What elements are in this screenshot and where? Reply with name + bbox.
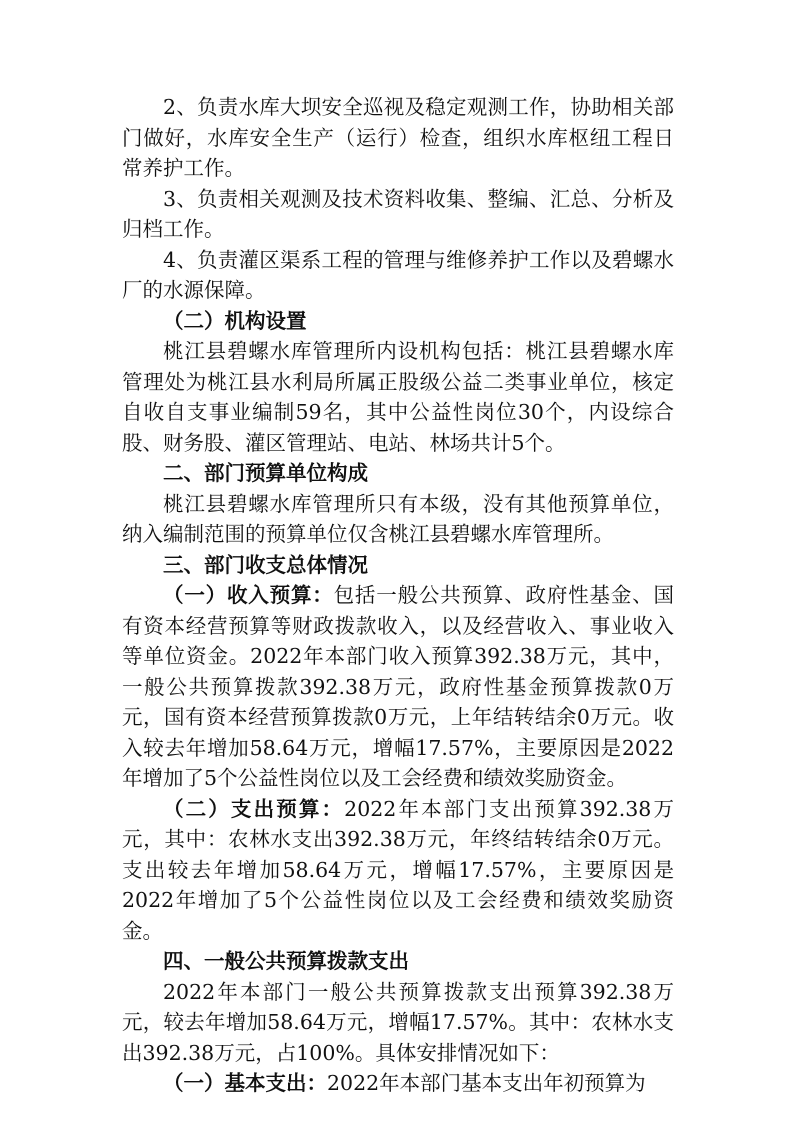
- income-text: 包括一般公共预算、政府性基金、国有资本经营预算等财政拨款收入，以及经营收入、事业收入等单位资金。2022年本部门收入预算392.38万元，其中，一般公共预算拨款392.38万元，政府性基金预算拨款0万元，国有资本经营预算拨款0万元，上年结转结余0万元。收入较去年增加58.64万元，增幅17.57%，主要原因是2022年增加了5个公益性岗位以及工会经费和绩效奖励资金。: [122, 583, 674, 790]
- income-paragraph: [122, 580, 674, 794]
- section3-heading: 三、部门收支总体情况: [163, 552, 368, 577]
- section4-text: 2022年本部门一般公共预算拨款支出预算392.38万元，较去年增加58.64万元，增幅17.57%。其中：农林水支出392.38万元，占100%。具体安排情况如下：: [122, 979, 674, 1065]
- section2-heading: 二、部门预算单位构成: [163, 461, 368, 485]
- duty-item-2: 2、负责水库大坝安全巡视及稳定观测工作，协助相关部门做好，水库安全生产（运行）检查，组织水库枢纽工程日常养护工作。: [122, 95, 674, 180]
- section4-heading: 四、一般公共预算拨款支出: [163, 949, 409, 973]
- expense-lead: （二）支出预算：: [163, 796, 345, 821]
- document-page: [122, 92, 674, 1099]
- expense-paragraph: [122, 794, 674, 947]
- duty-item-3: 3、负责相关观测及技术资料收集、整编、汇总、分析及归档工作。: [122, 186, 674, 241]
- basic-paragraph: [122, 1068, 674, 1099]
- section2-text: 桃江县碧螺水库管理所只有本级，没有其他预算单位，纳入编制范围的预算单位仅含桃江县碧螺水库管理所。: [122, 491, 674, 546]
- org-text: 桃江县碧螺水库管理所内设机构包括：桃江县碧螺水库管理处为桃江县水利局所属正股级公益二类事业单位，核定自收自支事业编制59名，其中公益性岗位30个，内设综合股、财务股、灌区管理站、电站、林场共计5个。: [122, 339, 674, 455]
- basic-text: 2022年本部门基本支出年初预算为: [327, 1071, 646, 1095]
- income-lead: （一）收入预算：: [163, 583, 334, 607]
- basic-lead: （一）基本支出：: [163, 1071, 327, 1095]
- duty-item-4: 4、负责灌区渠系工程的管理与维修养护工作以及碧螺水厂的水源保障。: [122, 247, 674, 302]
- expense-text: 2022年本部门支出预算392.38万元，其中：农林水支出392.38万元，年终结转结余0万元。支出较去年增加58.64万元，增幅17.57%，主要原因是2022年增加了5个公益性岗位以及工会经费和绩效奖励资金。: [122, 796, 674, 943]
- org-heading: （二）机构设置: [163, 308, 307, 333]
